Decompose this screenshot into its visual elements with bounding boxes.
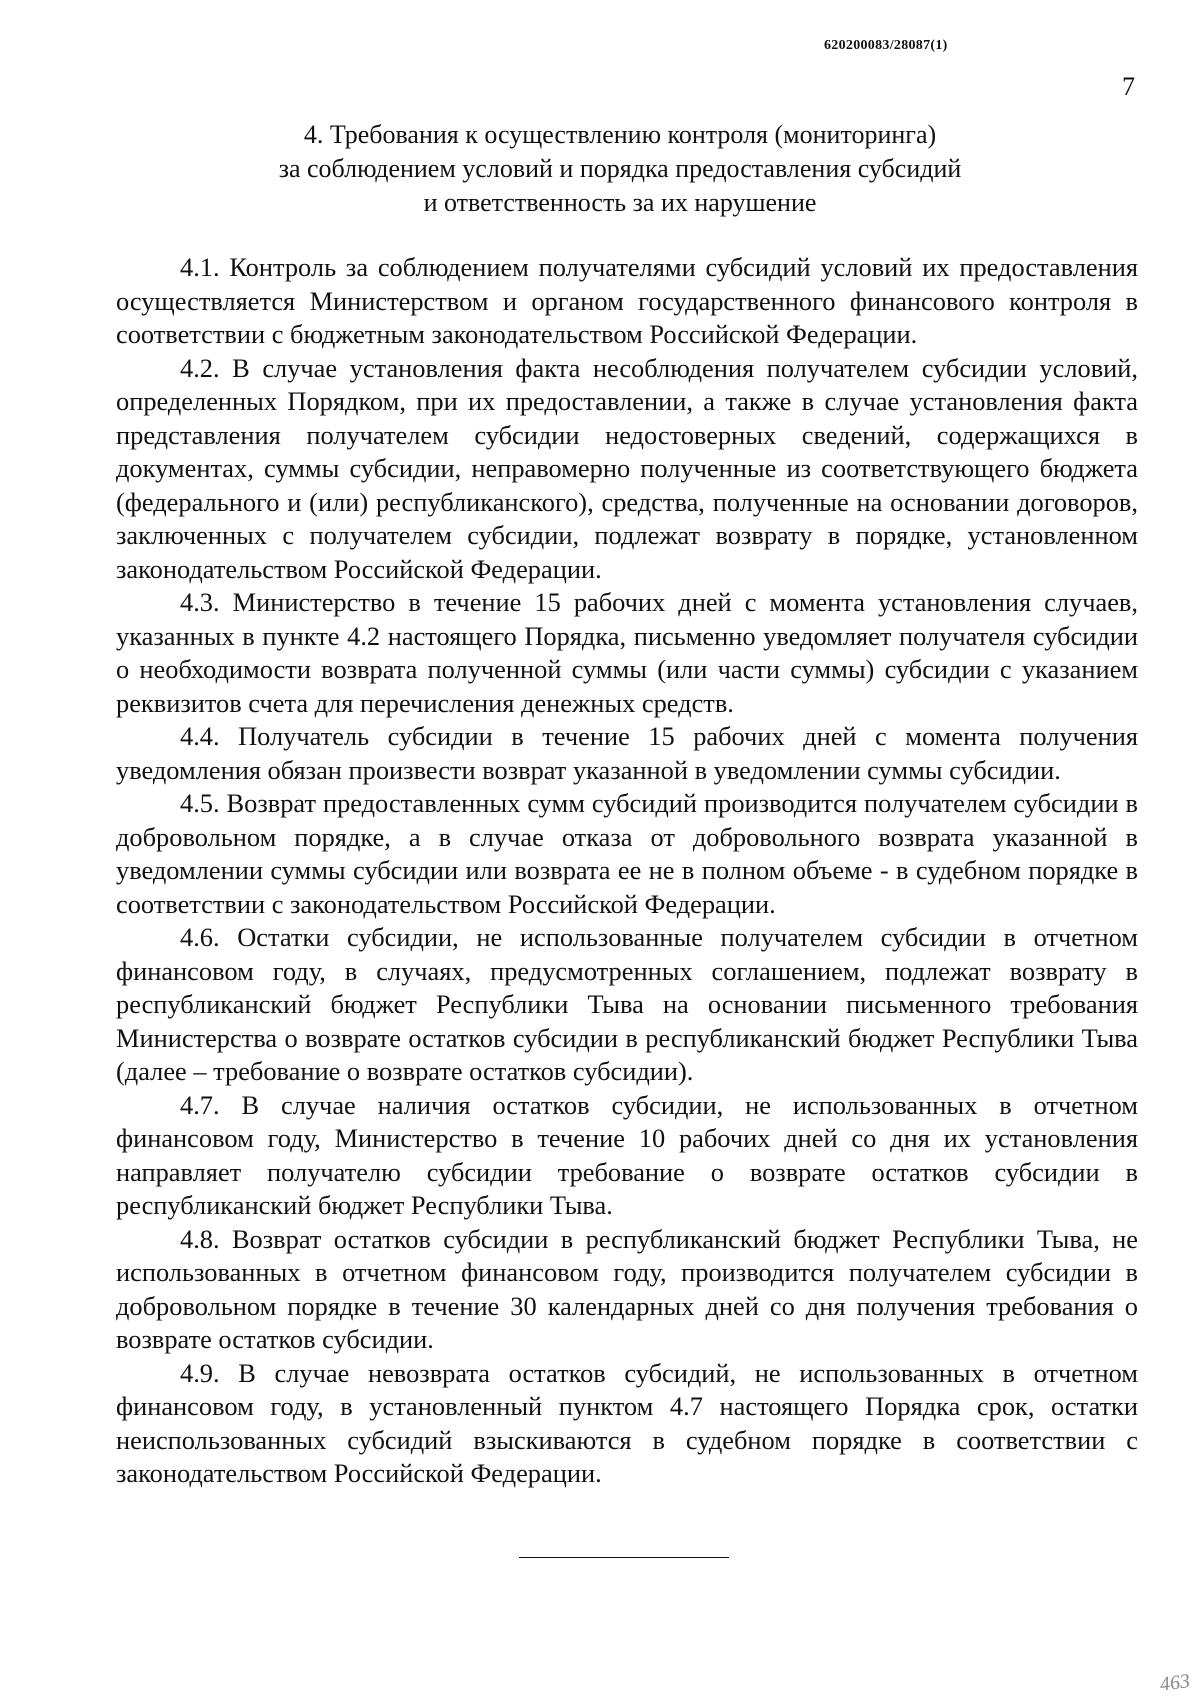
paragraph-4-5: 4.5. Возврат предоставленных сумм субсидий производится получателем субсидии в добровольном порядке, а в случае отказа от добровольного возврата указанной в уведомлении суммы субсидии или возврата ее не в полном объеме - в судебном порядке в соответствии с законодательством Российской Федерации. [116, 788, 1138, 919]
footer-divider [519, 1557, 729, 1558]
section-title-line: и ответственность за их нарушение [423, 188, 817, 217]
section-title [120, 118, 1120, 220]
paragraph-4-2: 4.2. В случае установления факта несоблюдения получателем субсидии условий, определенных Порядком, при их предоставлении, а также в случае установления факта представления получателем субсидии недостоверных сведений, содержащихся в документах, суммы субсидии, неправомерно полученные из соответствующего бюджета (федерального и (или) республиканского), средства, полученные на основании договоров, заключенных с получателем субсидии, подлежат возврату в порядке, установленном законодательством Российской Федерации. [116, 352, 1138, 584]
paragraph-4-4: 4.4. Получатель субсидии в течение 15 рабочих дней с момента получения уведомления обязан произвести возврат указанной в уведомлении суммы субсидии. [116, 721, 1138, 785]
paragraph-4-9: 4.9. В случае невозврата остатков субсидий, не использованных в отчетном финансовом году, в установленный пунктом 4.7 настоящего Порядка срок, остатки неиспользованных субсидий взыскиваются в судебном порядке в соответствии с законодательством Российской Федерации. [116, 1357, 1138, 1488]
handwritten-page-mark: 463 [1158, 1670, 1192, 1696]
section-title-line: за соблюдением условий и порядка предоставления субсидий [278, 154, 962, 183]
paragraph-4-3: 4.3. Министерство в течение 15 рабочих дней с момента установления случаев, указанных в пункте 4.2 настоящего Порядка, письменно уведомляет получателя субсидии о необходимости возврата полученной суммы (или части суммы) субсидии с указанием реквизитов счета для перечисления денежных средств. [116, 587, 1138, 718]
paragraph-4-6: 4.6. Остатки субсидии, не использованные получателем субсидии в отчетном финансовом году, в случаях, предусмотренных соглашением, подлежат возврату в республиканский бюджет Республики Тыва на основании письменного требования Министерства о возврате остатков субсидии в республиканский бюджет Республики Тыва (далее – требование о возврате остатков субсидии). [116, 922, 1138, 1086]
document-body [116, 251, 1138, 1491]
paragraph-4-7: 4.7. В случае наличия остатков субсидии, не использованных в отчетном финансовом году, Министерство в течение 10 рабочих дней со дня их установления направляет получателю субсидии требование о возврате остатков субсидии в республиканский бюджет Республики Тыва. [116, 1089, 1138, 1220]
page-number: 7 [1122, 72, 1135, 101]
section-title-line: 4. Требования к осуществлению контроля (мониторинга) [303, 120, 937, 149]
paragraph-4-1: 4.1. Контроль за соблюдением получателями субсидий условий их предоставления осуществляется Министерством и органом государственного финансового контроля в соответствии с бюджетным законодательством Российской Федерации. [116, 252, 1138, 349]
document-id: 620200083/28087(1) [824, 38, 948, 53]
paragraph-4-8: 4.8. Возврат остатков субсидии в республиканский бюджет Республики Тыва, не использованных в отчетном финансовом году, производится получателем субсидии в добровольном порядке в течение 30 календарных дней со дня получения требования о возврате остатков субсидии. [116, 1223, 1138, 1354]
